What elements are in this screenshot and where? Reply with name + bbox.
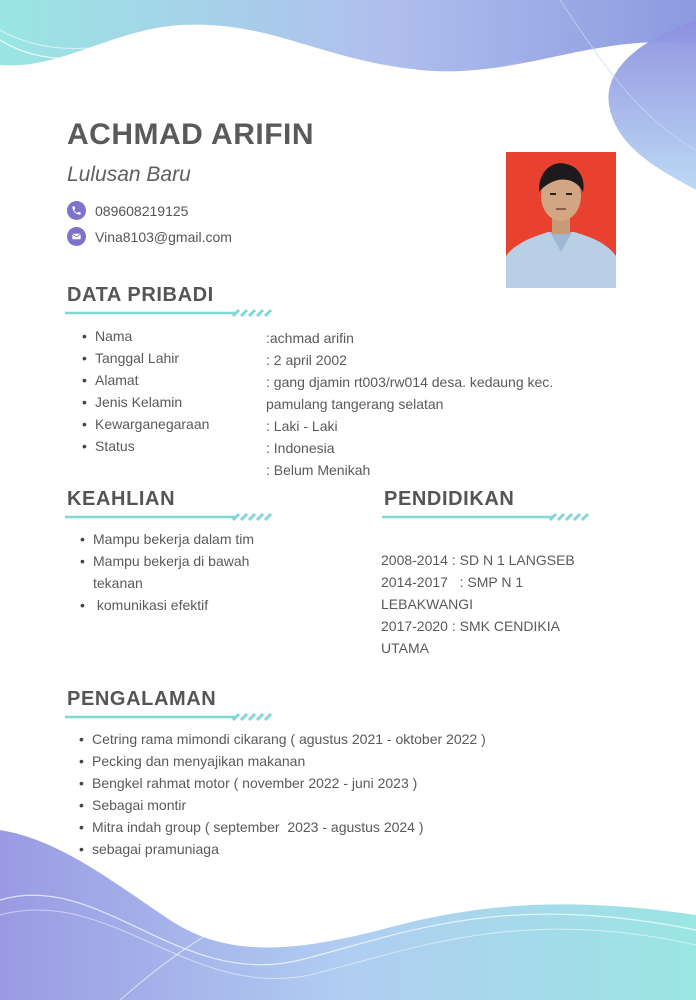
label-alamat: • Alamat [95,369,209,391]
section-underline [65,308,280,318]
candidate-name: ACHMAD ARIFIN [67,118,315,151]
profile-photo [506,152,616,288]
value-kewarganegaraan: : Indonesia [266,440,335,456]
education-line: 2017-2020 : SMK CENDIKIA [381,618,560,634]
experience-item: • Cetring rama mimondi cikarang ( agustus 2021 - oktober 2022 ) [92,728,486,750]
label-kewarganegaraan: • Kewarganegaraan [95,413,209,435]
personal-data-values [266,327,611,481]
label-tanggal-lahir: • Tanggal Lahir [95,347,209,369]
value-alamat-line2: pamulang tangerang selatan [266,396,444,412]
value-tanggal-lahir: : 2 april 2002 [266,352,347,368]
email-contact [67,227,232,246]
phone-number: 089608219125 [95,202,189,219]
experience-item: • Pecking dan menyajikan makanan [92,750,486,772]
section-underline [65,512,280,522]
skill-item: • Mampu bekerja dalam tim [93,528,254,550]
skills-list [93,528,254,616]
education-line: UTAMA [381,640,429,656]
section-title-pengalaman: PENGALAMAN [67,688,217,710]
education-list [381,549,621,659]
value-nama: :achmad arifin [266,330,354,346]
mail-icon [67,227,86,246]
value-jenis-kelamin: : Laki - Laki [266,418,338,434]
phone-contact [67,201,188,220]
experience-list [92,728,486,860]
skill-item: • Mampu bekerja di bawah [93,550,254,572]
experience-item: • sebagai pramuniaga [92,838,486,860]
email-address: Vina8103@gmail.com [95,228,232,245]
label-nama: • Nama [95,325,209,347]
phone-icon [67,201,86,220]
experience-item: • Sebagai montir [92,794,486,816]
skill-item-continued: tekanan [93,575,143,591]
experience-item: • Bengkel rahmat motor ( november 2022 - juni 2023 ) [92,772,486,794]
value-alamat-line1: : gang djamin rt003/rw014 desa. kedaung kec. [266,374,554,390]
section-title-data-pribadi: DATA PRIBADI [67,284,214,306]
section-underline [382,512,597,522]
candidate-subtitle: Lulusan Baru [67,163,191,186]
experience-item: • Mitra indah group ( september 2023 - agustus 2024 ) [92,816,486,838]
skill-item: • komunikasi efektif [93,594,254,616]
label-jenis-kelamin: • Jenis Kelamin [95,391,209,413]
education-line: 2008-2014 : SD N 1 LANGSEB [381,552,575,568]
label-status: • Status [95,435,209,457]
section-underline [65,712,280,722]
value-status: : Belum Menikah [266,462,371,478]
education-line: 2014-2017 : SMP N 1 [381,574,524,590]
education-line: LEBAKWANGI [381,596,474,612]
section-title-pendidikan: PENDIDIKAN [384,488,515,510]
section-title-keahlian: KEAHLIAN [67,488,176,510]
personal-data-labels [95,325,209,457]
